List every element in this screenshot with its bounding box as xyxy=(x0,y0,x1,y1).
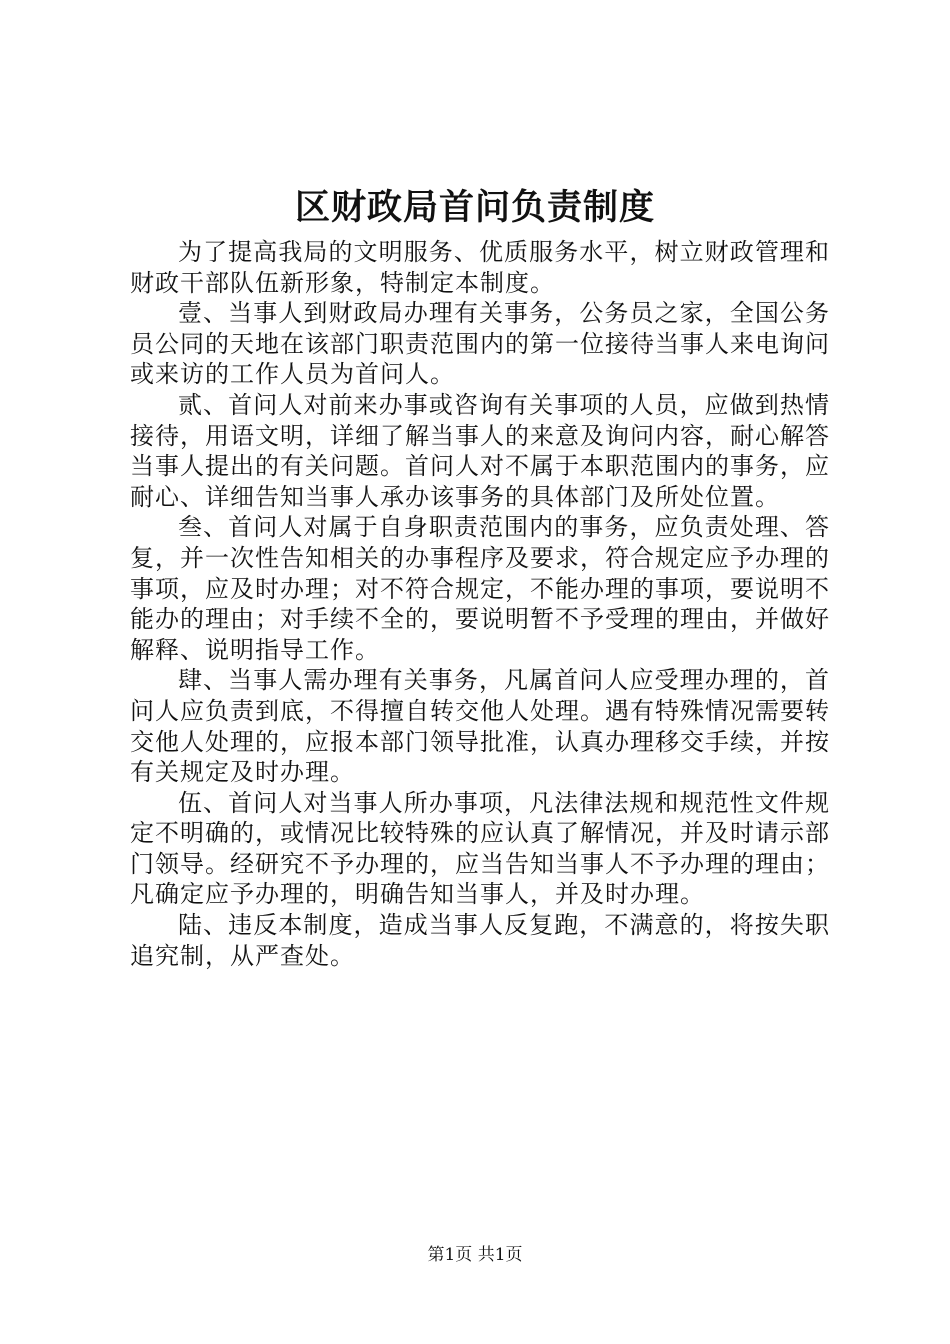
document-body xyxy=(130,237,830,971)
paragraph-6: 陆、违反本制度，造成当事人反复跑，不满意的，将按失职追究制，从严查处。 xyxy=(130,911,830,970)
paragraph-2: 贰、首问人对前来办事或咨询有关事项的人员，应做到热情接待，用语文明，详细了解当事人的来意及询问内容，耐心解答当事人提出的有关问题。首问人对不属于本职范围内的事务，应耐心、详细告知当事人承办该事务的具体部门及所处位置。 xyxy=(130,390,830,511)
paragraph-1: 壹、当事人到财政局办理有关事务，公务员之家，全国公务员公同的天地在该部门职责范围内的第一位接待当事人来电询问或来访的工作人员为首问人。 xyxy=(130,299,830,389)
paragraph-5: 伍、首问人对当事人所办事项，凡法律法规和规范性文件规定不明确的，或情况比较特殊的应认真了解情况，并及时请示部门领导。经研究不予办理的，应当告知当事人不予办理的理由；凡确定应予办理的，明确告知当事人，并及时办理。 xyxy=(130,788,830,909)
paragraph-3: 叁、首问人对属于自身职责范围内的事务，应负责处理、答复，并一次性告知相关的办事程序及要求，符合规定应予办理的事项，应及时办理；对不符合规定，不能办理的事项，要说明不能办的理由；对手续不全的，要说明暂不予受理的理由，并做好解释、说明指导工作。 xyxy=(130,513,830,664)
document-title: 区财政局首问负责制度 xyxy=(294,187,655,228)
paragraph-4: 肆、当事人需办理有关事务，凡属首问人应受理办理的，首问人应负责到底，不得擅自转交他人处理。遇有特殊情况需要转交他人处理的，应报本部门领导批准，认真办理移交手续，并按有关规定及时办理。 xyxy=(130,666,830,787)
page-footer: 第1页 共1页 xyxy=(427,1245,523,1265)
paragraph-intro: 为了提高我局的文明服务、优质服务水平，树立财政管理和财政干部队伍新形象，特制定本制度。 xyxy=(130,238,830,297)
